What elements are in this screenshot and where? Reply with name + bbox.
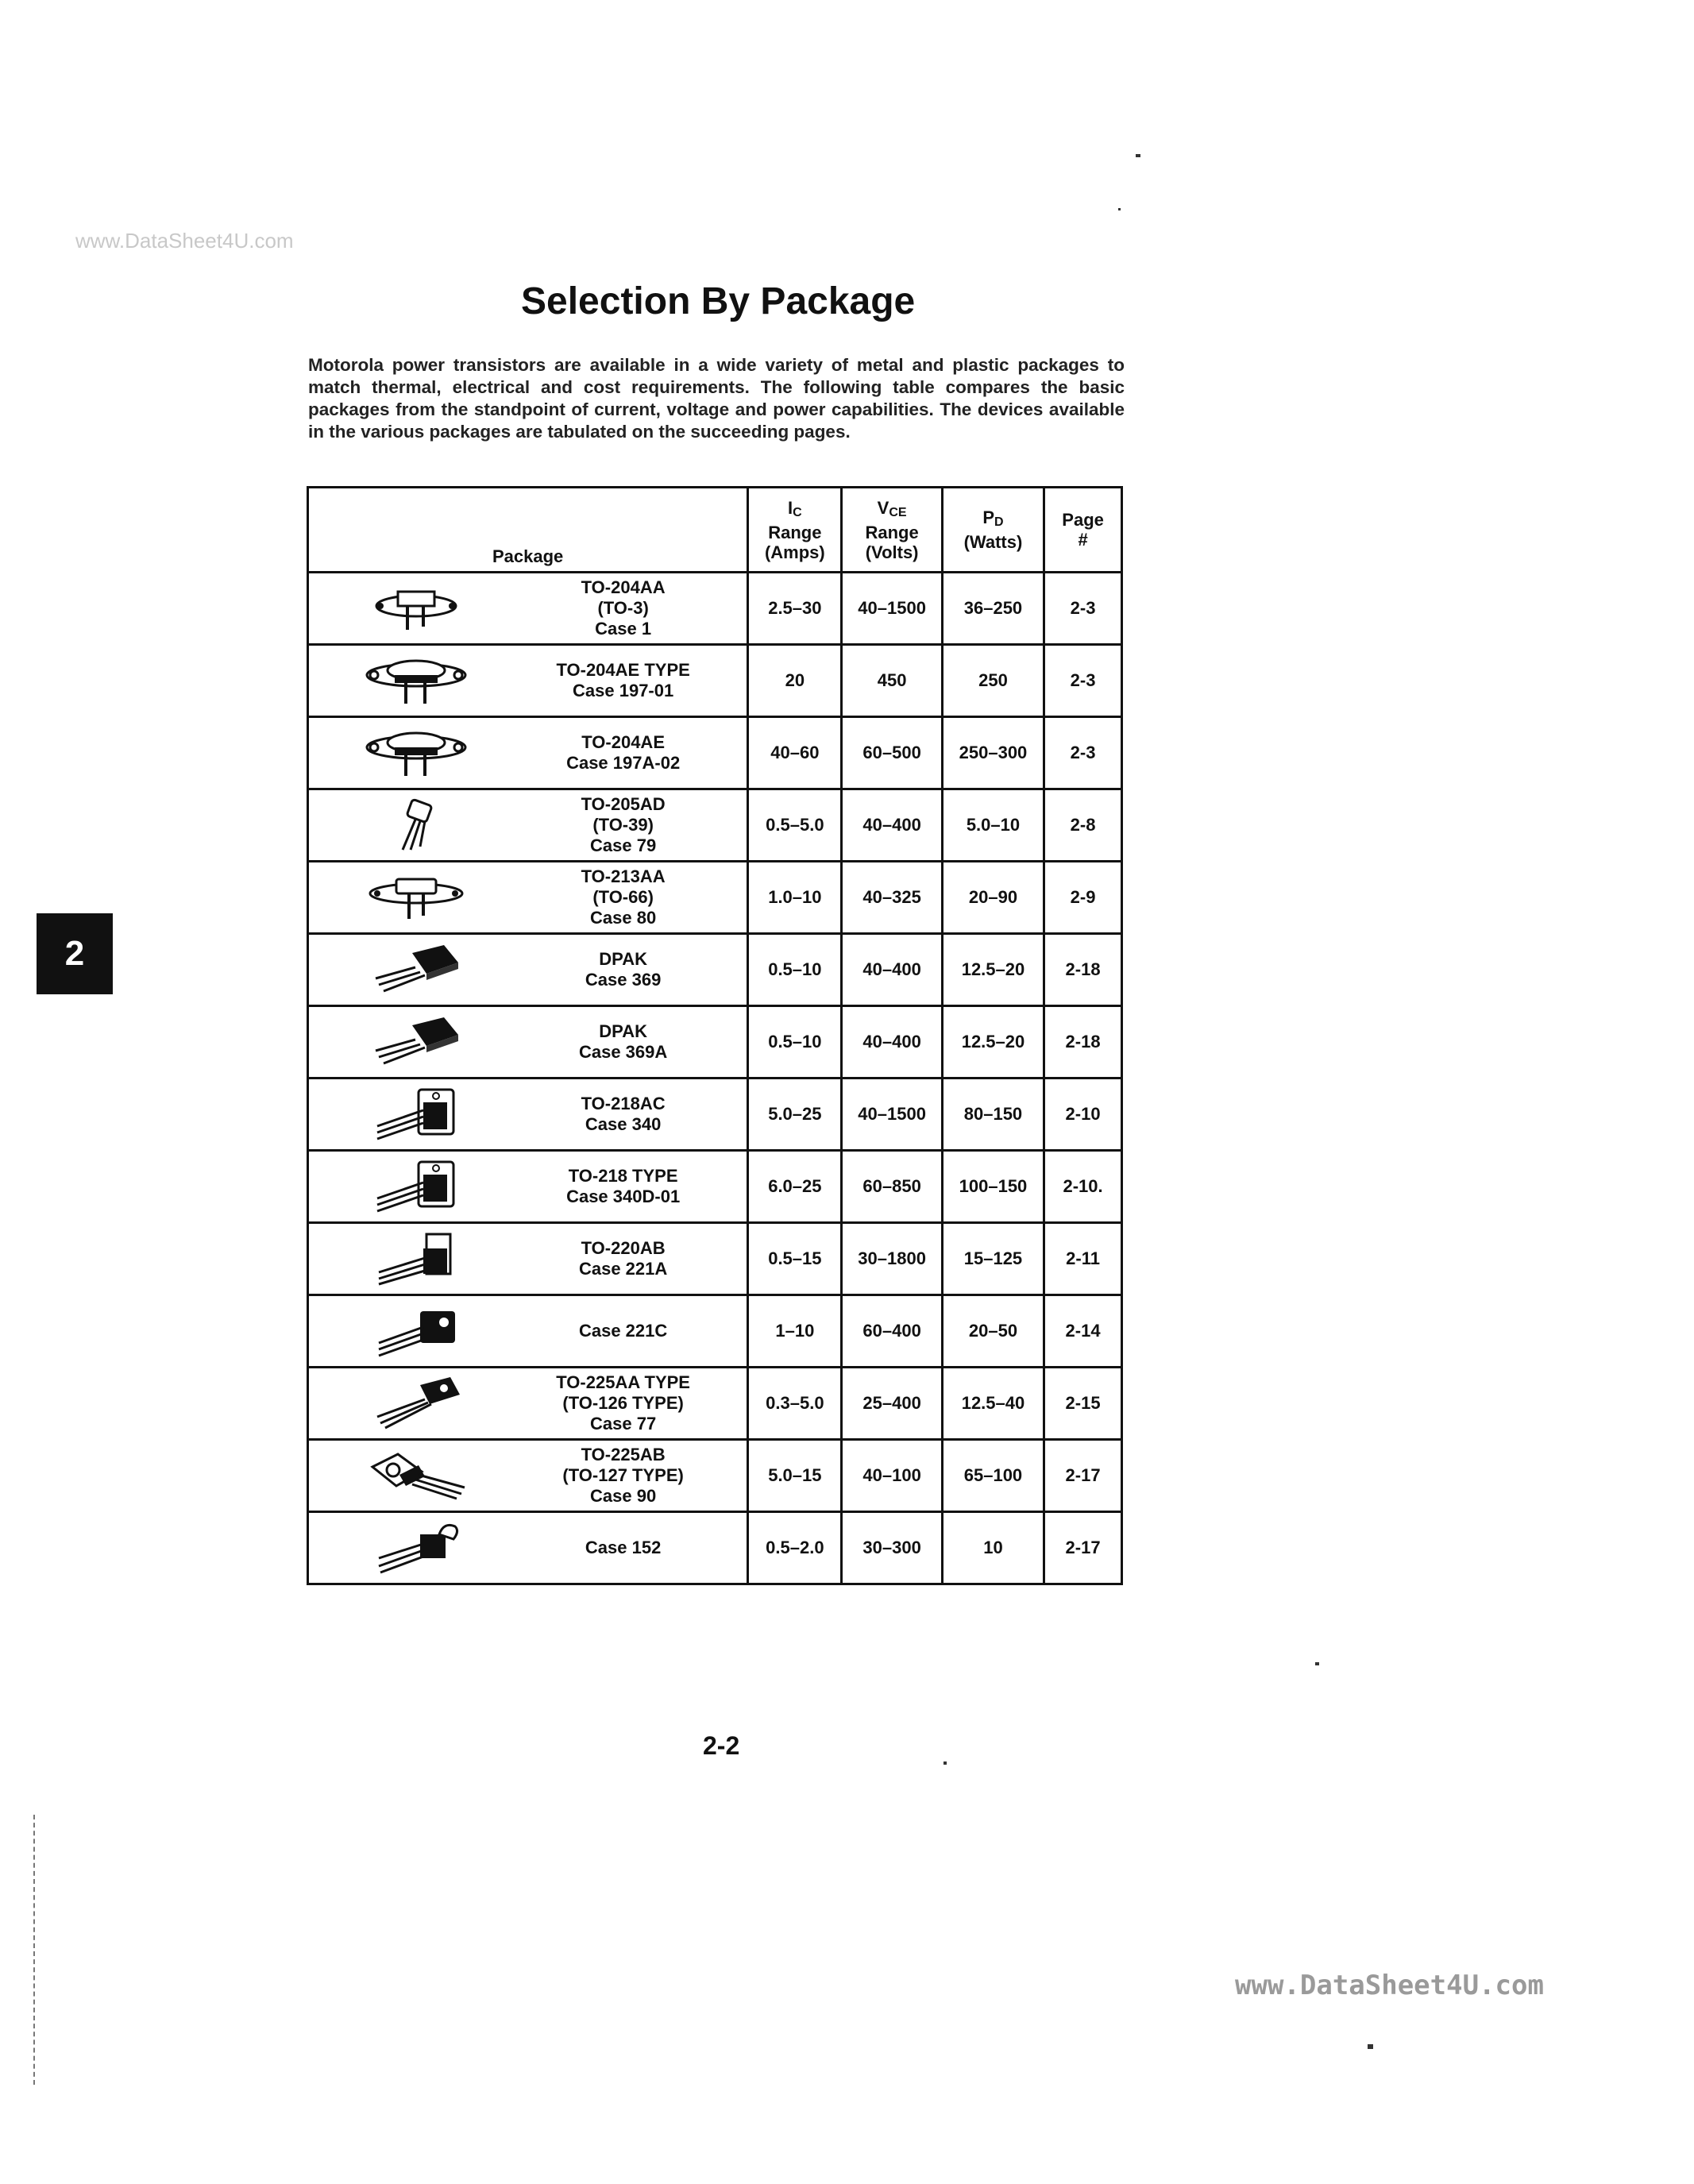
to204ae-metal-can-icon [309, 653, 523, 708]
ic-range-cell: 2.5–30 [748, 573, 842, 645]
dpak-icon [309, 942, 523, 997]
scan-speck [1118, 208, 1121, 210]
ic-range-cell: 0.3–5.0 [748, 1368, 842, 1440]
header-ic-range: Range [768, 522, 822, 542]
package-name-line: Case 197-01 [573, 681, 674, 700]
page-ref-cell: 2-15 [1044, 1368, 1122, 1440]
to220-plastic-icon [309, 1231, 523, 1287]
header-page-label: Page [1062, 510, 1104, 530]
header-page-hash: # [1078, 530, 1088, 550]
ic-range-cell: 0.5–15 [748, 1223, 842, 1295]
package-name-line: TO-205AD [581, 794, 666, 814]
page-number: 2-2 [703, 1731, 740, 1760]
package-name-line: Case 1 [595, 619, 652, 639]
vce-range-cell: 40–400 [842, 1006, 942, 1078]
vce-range-cell: 450 [842, 645, 942, 717]
scan-edge-mark [33, 1815, 37, 2085]
scan-speck [1136, 154, 1140, 157]
case152-plastic-icon [309, 1520, 523, 1576]
package-table [307, 486, 1123, 1585]
package-cell [308, 717, 748, 789]
package-name-line: TO-225AB [581, 1445, 666, 1464]
package-name [523, 1166, 747, 1207]
package-name-line: TO-220AB [581, 1238, 666, 1258]
to204ae-metal-can-icon [309, 725, 523, 781]
package-name-line: TO-204AA [581, 577, 666, 597]
header-ic-symbol: I [788, 497, 793, 518]
table-row [308, 934, 1122, 1006]
package-name-line: Case 221C [578, 1321, 668, 1341]
vce-range-cell: 60–500 [842, 717, 942, 789]
vce-range-cell: 30–300 [842, 1512, 942, 1584]
pd-cell: 20–50 [942, 1295, 1044, 1368]
pd-cell: 12.5–20 [942, 1006, 1044, 1078]
table-row [308, 1295, 1122, 1368]
package-name-line: (TO-66) [592, 887, 654, 907]
vce-range-cell: 40–400 [842, 789, 942, 862]
header-pd [942, 488, 1044, 573]
table-row [308, 1078, 1122, 1151]
package-cell [308, 1151, 748, 1223]
package-name-line: Case 369 [585, 970, 662, 990]
page-ref-cell: 2-9 [1044, 862, 1122, 934]
intro-paragraph: Motorola power transistors are available in a wide variety of metal and plastic packages to match thermal, electrical and cost requirements. The following table compares the basic packages from the standpoint of current, voltage and power capabilities. The devices available in the various packages are tabulated on the succeeding pages. [308, 355, 1125, 442]
header-package: Package [308, 488, 748, 573]
package-name-line: TO-204AE [581, 732, 665, 752]
pd-cell: 10 [942, 1512, 1044, 1584]
header-pd-sub: D [994, 515, 1004, 529]
package-name-line: (TO-3) [597, 598, 649, 618]
package-name-line: Case 80 [590, 908, 657, 928]
vce-range-cell: 25–400 [842, 1368, 942, 1440]
pd-cell: 250–300 [942, 717, 1044, 789]
package-name [523, 577, 747, 639]
pd-cell: 65–100 [942, 1440, 1044, 1512]
package-cell [308, 1368, 748, 1440]
package-name [523, 1238, 747, 1279]
header-vce-sub: CE [889, 505, 907, 519]
package-cell [308, 934, 748, 1006]
table-row [308, 1151, 1122, 1223]
vce-range-cell: 30–1800 [842, 1223, 942, 1295]
package-name-line: Case 79 [590, 835, 657, 855]
package-cell [308, 789, 748, 862]
package-name [523, 1321, 747, 1341]
page-ref-cell: 2-10. [1044, 1151, 1122, 1223]
to220-isolated-icon [309, 1303, 523, 1359]
package-cell [308, 862, 748, 934]
page-ref-cell: 2-10 [1044, 1078, 1122, 1151]
header-pd-unit: (Watts) [963, 532, 1023, 552]
to39-can-icon [309, 797, 523, 853]
pd-cell: 20–90 [942, 862, 1044, 934]
package-name-line: Case 340 [585, 1114, 662, 1134]
header-vce-unit: (Volts) [865, 542, 919, 562]
scan-speck [1315, 1662, 1319, 1665]
ic-range-cell: 20 [748, 645, 842, 717]
table-row [308, 645, 1122, 717]
page-ref-cell: 2-18 [1044, 934, 1122, 1006]
package-name [523, 1372, 747, 1434]
vce-range-cell: 60–400 [842, 1295, 942, 1368]
package-name-line: DPAK [599, 1021, 647, 1041]
package-name-line: Case 369A [578, 1042, 668, 1062]
package-name-line: Case 340D-01 [566, 1187, 681, 1206]
table-row [308, 1223, 1122, 1295]
to126-plastic-icon [309, 1376, 523, 1431]
package-cell [308, 1006, 748, 1078]
package-cell [308, 1295, 748, 1368]
package-name-line: Case 221A [578, 1259, 668, 1279]
pd-cell: 100–150 [942, 1151, 1044, 1223]
ic-range-cell: 5.0–15 [748, 1440, 842, 1512]
package-name [523, 866, 747, 928]
package-cell [308, 645, 748, 717]
header-ic [748, 488, 842, 573]
package-name-line: Case 90 [590, 1486, 657, 1506]
vce-range-cell: 40–400 [842, 934, 942, 1006]
page-ref-cell: 2-3 [1044, 717, 1122, 789]
header-vce-range: Range [865, 522, 919, 542]
header-vce-symbol: V [877, 497, 889, 518]
package-name [523, 949, 747, 990]
table-row [308, 717, 1122, 789]
section-tab: 2 [37, 913, 113, 994]
ic-range-cell: 40–60 [748, 717, 842, 789]
header-ic-sub: C [793, 505, 802, 519]
ic-range-cell: 0.5–2.0 [748, 1512, 842, 1584]
package-name-line: (TO-39) [592, 815, 654, 835]
to3-metal-can-icon [309, 581, 523, 636]
ic-range-cell: 1–10 [748, 1295, 842, 1368]
package-name [523, 660, 747, 701]
package-cell [308, 1440, 748, 1512]
pd-cell: 80–150 [942, 1078, 1044, 1151]
package-name [523, 1094, 747, 1135]
table-row [308, 1006, 1122, 1078]
to127-plastic-icon [309, 1448, 523, 1503]
page-ref-cell: 2-8 [1044, 789, 1122, 862]
page-ref-cell: 2-11 [1044, 1223, 1122, 1295]
package-name-line: Case 197A-02 [566, 753, 681, 773]
ic-range-cell: 0.5–10 [748, 934, 842, 1006]
package-name-line: DPAK [599, 949, 647, 969]
page-ref-cell: 2-3 [1044, 573, 1122, 645]
pd-cell: 12.5–20 [942, 934, 1044, 1006]
vce-range-cell: 40–1500 [842, 1078, 942, 1151]
header-vce [842, 488, 942, 573]
ic-range-cell: 0.5–10 [748, 1006, 842, 1078]
vce-range-cell: 40–100 [842, 1440, 942, 1512]
package-name [523, 1538, 747, 1558]
table-row [308, 789, 1122, 862]
ic-range-cell: 6.0–25 [748, 1151, 842, 1223]
dpak-icon [309, 1014, 523, 1070]
pd-cell: 36–250 [942, 573, 1044, 645]
package-name-line: Case 152 [585, 1538, 662, 1557]
table-row [308, 1512, 1122, 1584]
vce-range-cell: 60–850 [842, 1151, 942, 1223]
package-name [523, 732, 747, 774]
page-title: Selection By Package [521, 280, 916, 322]
table-row [308, 1440, 1122, 1512]
table-row [308, 573, 1122, 645]
page-ref-cell: 2-17 [1044, 1512, 1122, 1584]
page-ref-cell: 2-17 [1044, 1440, 1122, 1512]
package-cell [308, 1512, 748, 1584]
package-name-line: (TO-127 TYPE) [562, 1465, 684, 1485]
to66-metal-can-icon [309, 870, 523, 925]
package-name [523, 1445, 747, 1507]
package-name-line: TO-218AC [581, 1094, 666, 1113]
package-name [523, 1021, 747, 1063]
header-row [308, 488, 1122, 573]
page-ref-cell: 2-18 [1044, 1006, 1122, 1078]
package-cell [308, 1223, 748, 1295]
watermark-bottom: www.DataSheet4U.com [1235, 1970, 1544, 2001]
to218-plastic-icon [309, 1086, 523, 1142]
package-name-line: Case 77 [590, 1414, 657, 1433]
package-name-line: TO-225AA TYPE [556, 1372, 690, 1392]
header-pd-symbol: P [982, 507, 995, 527]
header-page [1044, 488, 1122, 573]
package-cell [308, 1078, 748, 1151]
package-name-line: TO-204AE TYPE [556, 660, 690, 680]
scan-speck [943, 1761, 947, 1765]
table-row [308, 1368, 1122, 1440]
to218-plastic-icon [309, 1159, 523, 1214]
package-name-line: TO-213AA [581, 866, 666, 886]
vce-range-cell: 40–325 [842, 862, 942, 934]
package-name-line: TO-218 TYPE [568, 1166, 678, 1186]
pd-cell: 250 [942, 645, 1044, 717]
ic-range-cell: 5.0–25 [748, 1078, 842, 1151]
package-name [523, 794, 747, 856]
table-row [308, 862, 1122, 934]
pd-cell: 15–125 [942, 1223, 1044, 1295]
table-body [308, 573, 1122, 1584]
vce-range-cell: 40–1500 [842, 573, 942, 645]
page-ref-cell: 2-14 [1044, 1295, 1122, 1368]
pd-cell: 5.0–10 [942, 789, 1044, 862]
header-ic-unit: (Amps) [764, 542, 825, 562]
package-name-line: (TO-126 TYPE) [562, 1393, 684, 1413]
ic-range-cell: 1.0–10 [748, 862, 842, 934]
page-ref-cell: 2-3 [1044, 645, 1122, 717]
watermark-top: www.DataSheet4U.com [75, 229, 294, 253]
pd-cell: 12.5–40 [942, 1368, 1044, 1440]
scan-speck [1368, 2044, 1373, 2049]
package-cell [308, 573, 748, 645]
ic-range-cell: 0.5–5.0 [748, 789, 842, 862]
